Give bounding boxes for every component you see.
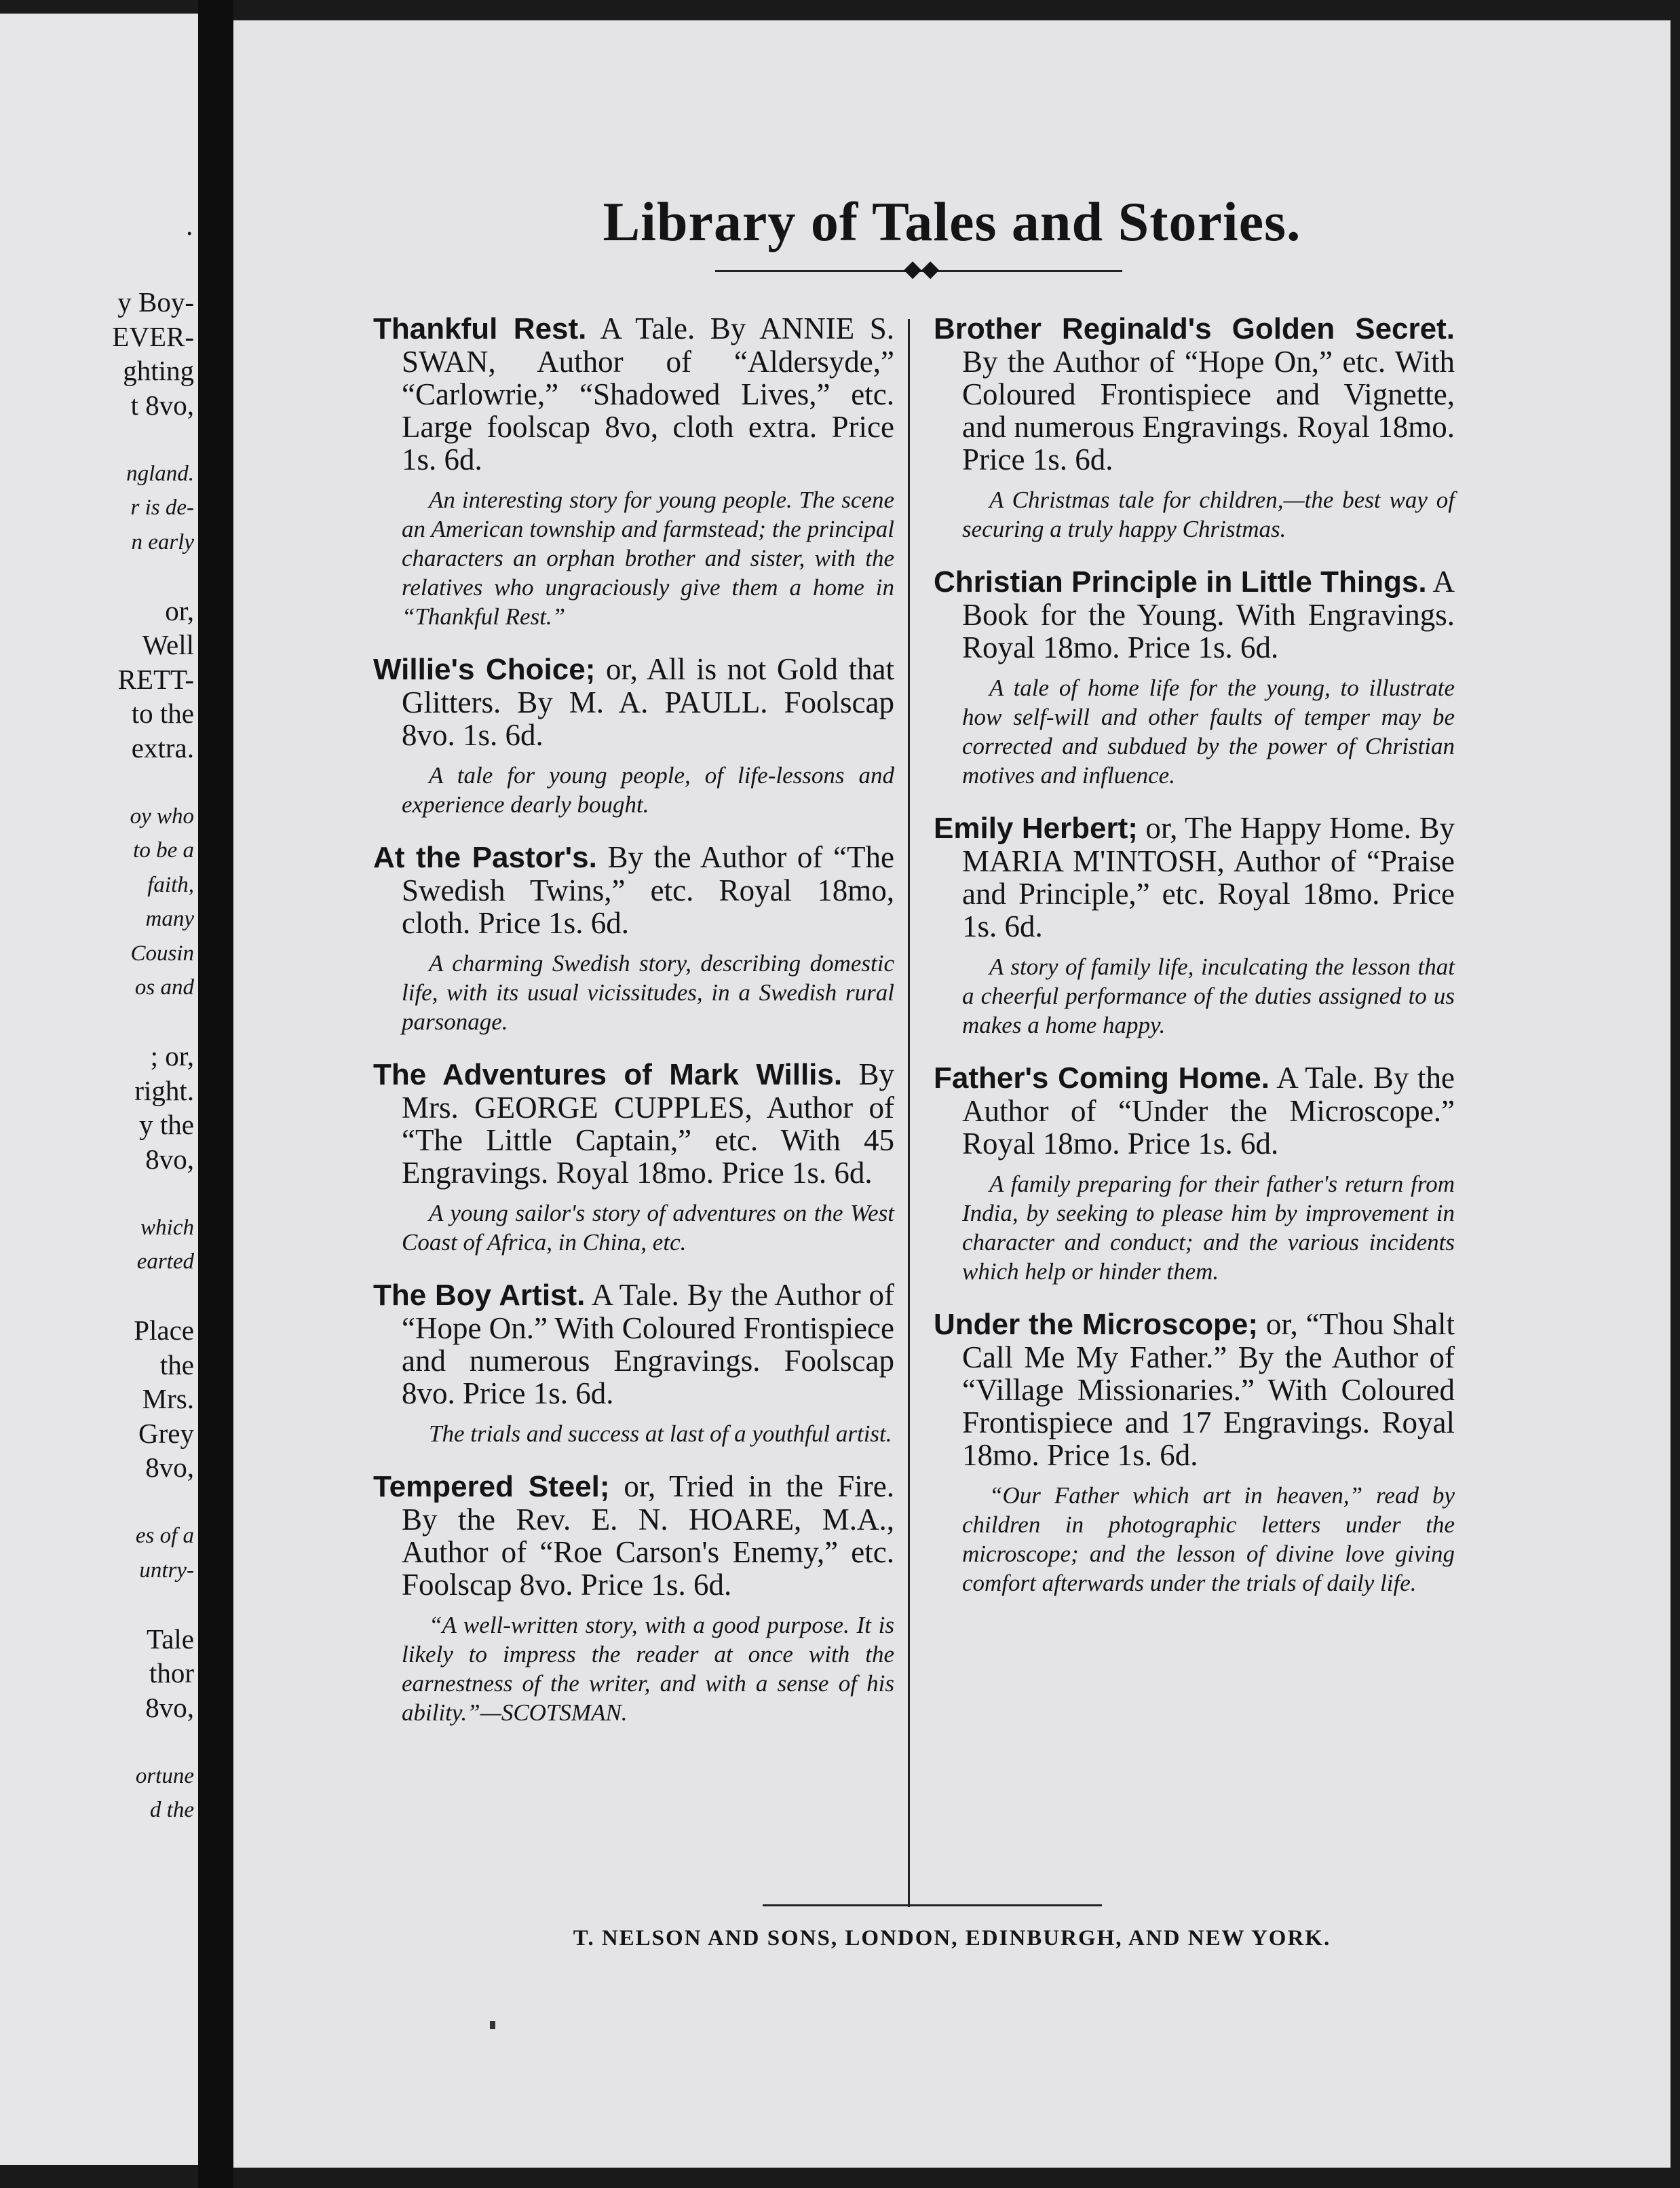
book-description: A story of family life, inculcating the lesson that a cheerful performance of the duties assigned to us makes a home happy. (962, 954, 1455, 1038)
book-details: A Book for the Young. With Engravings. Royal 18mo. Price 1s. 6d. (962, 565, 1455, 664)
book-entry (373, 1279, 894, 1448)
book-description: “A well-written story, with a good purpose. It is likely to impress the reader at once with the earnestness of the writer, and with a sense of his ability.”—SCOTSMAN. (402, 1612, 894, 1726)
facing-page-text-line: Tale (147, 1623, 194, 1655)
facing-page-text-line: EVER- (112, 320, 194, 352)
facing-page-text-line: y Boy- (117, 286, 194, 318)
book-description: A charming Swedish story, describing domestic life, with its usual vicissitudes, in a Swedish rural parsonage. (402, 950, 894, 1035)
facing-page-text-line: which (140, 1215, 194, 1240)
facing-page-text-line: ghting (123, 355, 194, 386)
book-title: The Adventures of Mark Willis. (373, 1058, 843, 1091)
book-title: At the Pastor's. (373, 841, 597, 874)
book-description: The trials and success at last of a youthful artist. (429, 1420, 892, 1447)
entry-text (373, 841, 894, 939)
book-details: or, Tried in the Fire. By the Rev. E. N. HOARE, M.A., Author of “Roe Carson's Enemy,” etc. Foolscap 8vo. Price 1s. 6d. (402, 1469, 894, 1602)
left-column (373, 312, 894, 1749)
book-entry (934, 1061, 1455, 1286)
book-description: A Christmas tale for children,—the best way of securing a truly happy Christmas. (962, 487, 1455, 542)
facing-page-text-line: es of a (135, 1524, 194, 1548)
book-entry (934, 565, 1455, 790)
book-gutter (198, 0, 233, 2188)
entry-text (373, 1058, 894, 1189)
footer-rule (763, 1904, 1102, 1906)
book-details: A Tale. By the Author of “Hope On.” With Coloured Frontispiece and numerous Engravings. Foolscap 8vo. Price 1s. 6d. (402, 1278, 894, 1410)
book-entry (373, 653, 894, 819)
facing-page-text-line: oy who (130, 804, 194, 829)
book-title: Thankful Rest. (373, 312, 587, 345)
book-title: Brother Reginald's Golden Secret. (934, 312, 1455, 345)
book-entry (934, 812, 1455, 1040)
facing-page-text-line: extra. (131, 732, 194, 763)
book-details: By the Author of “The Swedish Twins,” etc. Royal 18mo, cloth. Price 1s. 6d. (402, 840, 894, 940)
facing-page-text-line: n early (131, 529, 194, 554)
book-details: By Mrs. GEORGE CUPPLES, Author of “The Little Captain,” etc. With 45 Engravings. Royal 18mo. Price 1s. 6d. (402, 1057, 894, 1190)
facing-page-text-line: many (145, 907, 194, 931)
print-speck (490, 2021, 495, 2029)
facing-page-text-line: Well (142, 629, 194, 660)
facing-page-text-line: os and (134, 975, 194, 1000)
book-title: Tempered Steel; (373, 1470, 610, 1503)
facing-page-text-line: · (185, 218, 194, 249)
entry-text (373, 1470, 894, 1601)
book-entry (373, 312, 894, 631)
column-divider (908, 319, 910, 1907)
facing-page-text-line: or, (165, 595, 194, 626)
entry-text (373, 1279, 894, 1410)
facing-page-text-line: Grey (138, 1417, 194, 1449)
book-entry (373, 841, 894, 1036)
entry-text (934, 565, 1455, 664)
facing-page-text-line: ngland. (126, 461, 194, 486)
book-details: By the Author of “Hope On,” etc. With Coloured Frontispiece and Vignette, and numerous Engravings. Royal 18mo. Price 1s. 6d. (962, 345, 1455, 476)
facing-page-text-line: faith, (147, 872, 194, 897)
entry-text (373, 312, 894, 476)
facing-page-text-line: y the (139, 1109, 194, 1140)
book-entry (934, 1308, 1455, 1598)
facing-page-text-line: 8vo, (145, 1143, 194, 1175)
book-title: Emily Herbert; (934, 812, 1138, 845)
book-details: or, The Happy Home. By MARIA M'INTOSH, Author of “Praise and Principle,” etc. Royal 18mo. Price 1s. 6d. (962, 811, 1455, 943)
entry-text (934, 1308, 1455, 1471)
title-ornament: ◆◆ (904, 257, 940, 282)
page-title: Library of Tales and Stories. (603, 191, 1301, 252)
facing-page-text-line: Place (134, 1315, 194, 1346)
book-details: A Tale. By the Author of “Under the Microscope.” Royal 18mo. Price 1s. 6d. (962, 1061, 1455, 1161)
book-entry (373, 1058, 894, 1257)
facing-page-text-line: ; or, (150, 1040, 194, 1072)
entry-text (934, 1061, 1455, 1160)
facing-page-text-line: Cousin (130, 941, 194, 966)
book-details: A Tale. By ANNIE S. SWAN, Author of “Aldersyde,” “Carlowrie,” “Shadowed Lives,” etc. Large foolscap 8vo, cloth extra. Price 1s. 6d. (402, 312, 894, 476)
facing-page-text-line: to the (131, 698, 194, 729)
book-description: “Our Father which art in heaven,” read by children in photographic letters under the microscope; and the lesson of divine love giving comfort afterwards under the trials of daily life. (962, 1482, 1455, 1596)
facing-page-text-line: to be a (133, 838, 194, 863)
facing-page-text-line: RETT- (117, 663, 194, 695)
entry-text (934, 812, 1455, 943)
facing-page-text-line: t 8vo, (130, 389, 194, 421)
facing-page-text-line: earted (136, 1249, 194, 1274)
right-column (934, 312, 1455, 1619)
facing-page-text-line: the (159, 1348, 194, 1380)
facing-page-text-line: untry- (139, 1558, 194, 1583)
entry-text (934, 312, 1455, 476)
book-entry (934, 312, 1455, 544)
book-description: A young sailor's story of adventures on the West Coast of Africa, in China, etc. (402, 1200, 894, 1256)
facing-page-text-line: right. (134, 1074, 194, 1106)
book-title: The Boy Artist. (373, 1279, 586, 1312)
book-entry (373, 1470, 894, 1727)
book-description: A family preparing for their father's return from India, by seeking to please him by improvement in character and conduct; and the various incidents which help or hinder them. (962, 1171, 1455, 1285)
facing-page-text-line: 8vo, (145, 1452, 194, 1483)
book-title: Under the Microscope; (934, 1308, 1258, 1341)
book-description: An interesting story for young people. The scene an American township and farmstead; the principal characters an orphan brother and sister, with the relatives who ungraciously give them a home in “Thankful Rest.” (402, 487, 894, 630)
catalogue-page (233, 20, 1671, 2168)
facing-page-text-line: r is de- (130, 495, 194, 520)
facing-page-text-line: 8vo, (145, 1691, 194, 1723)
book-description: A tale of home life for the young, to illustrate how self-will and other faults of temper may be corrected and subdued by the power of Christian motives and influence. (962, 675, 1455, 789)
book-details: or, All is not Gold that Glitters. By M. A. PAULL. Foolscap 8vo. 1s. 6d. (402, 652, 894, 752)
facing-page-text-line: ortune (135, 1763, 194, 1788)
book-description: A tale for young people, of life-lessons and experience dearly bought. (402, 762, 894, 818)
publisher-imprint: T. NELSON AND SONS, LONDON, EDINBURGH, AND NEW YORK. (573, 1926, 1331, 1950)
facing-page-text-line: d the (149, 1798, 194, 1822)
facing-page-text-line: Mrs. (142, 1383, 194, 1414)
book-title: Willie's Choice; (373, 653, 596, 686)
book-details: or, “Thou Shalt Call Me My Father.” By the Author of “Village Missionaries.” With Coloured Frontispiece and 17 Engravings. Royal 18mo. Price 1s. 6d. (962, 1307, 1455, 1472)
book-title: Christian Principle in Little Things. (934, 565, 1427, 599)
book-title: Father's Coming Home. (934, 1061, 1269, 1095)
facing-page-text-line: thor (149, 1657, 194, 1689)
facing-page-fragment (0, 14, 198, 2165)
entry-text (373, 653, 894, 751)
